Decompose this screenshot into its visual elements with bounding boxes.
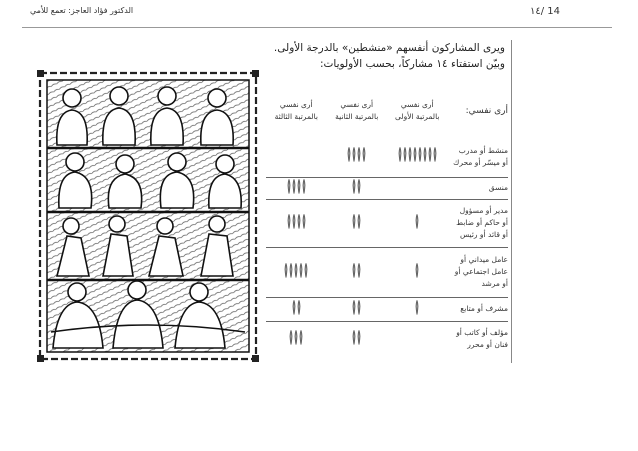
feather-icon <box>302 179 306 194</box>
feather-icon <box>299 330 303 345</box>
role-cell <box>448 297 509 321</box>
feather-icon <box>357 214 361 229</box>
feather-icon <box>415 263 419 278</box>
feather-tally <box>352 263 361 278</box>
feather-icon <box>415 300 419 315</box>
feather-cell <box>327 137 388 177</box>
feather-cell <box>327 177 388 199</box>
role-line: أو مرشد <box>481 279 508 288</box>
feather-tally <box>352 300 361 315</box>
feather-icon <box>287 179 291 194</box>
header-rule <box>22 27 612 28</box>
role-line: منشط أو مدرب <box>458 145 508 155</box>
feather-tally <box>292 300 301 315</box>
feather-icon <box>398 147 402 162</box>
col-1-line-2: بالمرتبة الأولى <box>395 112 440 121</box>
role-cell <box>448 199 509 247</box>
feather-cell <box>387 137 448 177</box>
feather-icon <box>357 179 361 194</box>
table-row <box>266 247 508 297</box>
role-line: مؤلف أو كاتب أو <box>456 328 508 338</box>
feather-cell <box>266 137 327 177</box>
feather-tally <box>415 300 419 315</box>
feather-icon <box>347 147 351 162</box>
feather-icon <box>352 330 356 345</box>
feather-cell <box>327 321 388 357</box>
feather-icon <box>292 214 296 229</box>
feather-icon <box>352 179 356 194</box>
feather-icon <box>418 147 422 162</box>
feather-cell <box>266 177 327 199</box>
feather-icon <box>284 263 288 278</box>
feather-tally <box>352 330 361 345</box>
feather-tally <box>287 214 306 229</box>
col-header-2 <box>327 85 388 137</box>
frame-corner <box>252 355 259 362</box>
feather-tally <box>347 147 366 162</box>
feather-cell <box>266 199 327 247</box>
feather-icon <box>428 147 432 162</box>
feather-tally <box>284 263 308 278</box>
feather-cell <box>387 297 448 321</box>
feather-tally <box>398 147 437 162</box>
feather-icon <box>357 147 361 162</box>
feather-icon <box>433 147 437 162</box>
feather-cell <box>387 199 448 247</box>
role-line: فنان أو محرر <box>467 340 508 350</box>
role-line: مشرف أو متابع <box>460 304 508 313</box>
feather-cell <box>266 297 327 321</box>
feather-tally <box>287 179 306 194</box>
table-row <box>266 321 508 357</box>
feather-cell <box>387 177 448 199</box>
frame-corner <box>252 70 259 77</box>
intro-text <box>230 40 505 72</box>
feather-icon <box>289 263 293 278</box>
feather-tally <box>289 330 303 345</box>
role-line: أو ميسّر أو محرك <box>453 157 508 167</box>
role-cell <box>448 137 509 177</box>
feather-cell <box>387 321 448 357</box>
feather-icon <box>423 147 427 162</box>
feather-icon <box>297 214 301 229</box>
col-3-line-1: أرى نفسي <box>279 100 313 109</box>
col-1-line-1: أرى نفسي <box>400 100 434 109</box>
col-3-line-2: بالمرتبة الثالثة <box>274 112 318 121</box>
feather-icon <box>294 263 298 278</box>
feather-icon <box>413 147 417 162</box>
feather-tally <box>415 214 419 229</box>
feather-cell <box>327 297 388 321</box>
corner-header: أرى نفسي: <box>465 106 508 116</box>
feather-icon <box>294 330 298 345</box>
feather-tally <box>352 179 361 194</box>
feather-icon <box>292 179 296 194</box>
col-2-line-2: بالمرتبة الثانية <box>335 112 379 121</box>
intro-line-2: وبيّن استفتاء ١٤ مشاركاً، بحسب الأولويات: <box>319 58 505 70</box>
margin-rule <box>511 40 512 363</box>
feather-cell <box>266 321 327 357</box>
feather-icon <box>408 147 412 162</box>
table-row <box>266 177 508 199</box>
role-cell <box>448 177 509 199</box>
feather-tally <box>352 214 361 229</box>
feather-icon <box>297 179 301 194</box>
intro-line-1: ويرى المشاركون أنفسهم «منشطين» بالدرجة الأولى. <box>273 42 505 54</box>
feather-icon <box>352 263 356 278</box>
col-2-line-1: أرى نفسي <box>340 100 374 109</box>
feather-icon <box>302 214 306 229</box>
table-row <box>266 199 508 247</box>
feather-icon <box>297 300 301 315</box>
feather-cell <box>387 247 448 297</box>
feather-icon <box>357 330 361 345</box>
col-header-3 <box>266 85 327 137</box>
feather-icon <box>403 147 407 162</box>
role-line: عامل اجتماعي أو <box>454 267 508 276</box>
feather-cell <box>327 247 388 297</box>
feather-icon <box>352 147 356 162</box>
feather-icon <box>299 263 303 278</box>
feather-icon <box>357 263 361 278</box>
role-line: عامل ميداني أو <box>460 255 508 264</box>
frame-corner <box>37 70 44 77</box>
feather-icon <box>287 214 291 229</box>
table-row <box>266 137 508 177</box>
feather-icon <box>352 214 356 229</box>
feather-icon <box>304 263 308 278</box>
role-line: منسق <box>488 183 508 192</box>
col-header-1 <box>387 85 448 137</box>
feather-icon <box>357 300 361 315</box>
feather-icon <box>289 330 293 345</box>
feather-tally <box>415 263 419 278</box>
feather-icon <box>292 300 296 315</box>
frame-corner <box>37 355 44 362</box>
feather-cell <box>327 199 388 247</box>
feather-icon <box>362 147 366 162</box>
role-cell <box>448 321 509 357</box>
role-line: أو قائد أو رئيس <box>460 230 508 239</box>
self-perception-table <box>266 85 508 357</box>
feather-icon <box>352 300 356 315</box>
role-line: مدير أو مسؤول <box>459 206 508 215</box>
role-line: أو حاكم أو ضابط <box>456 218 508 227</box>
feather-icon <box>415 214 419 229</box>
table-row <box>266 297 508 321</box>
feather-cell <box>266 247 327 297</box>
people-illustration <box>37 70 259 362</box>
role-cell <box>448 247 509 297</box>
page-number: ١٤/ 14 <box>529 6 560 17</box>
header-left: الدكتور فؤاد العاجز: تعمع للأمي <box>30 6 134 15</box>
